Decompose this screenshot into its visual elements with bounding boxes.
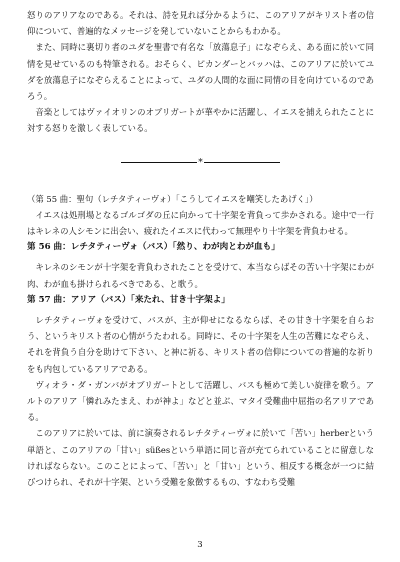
section-56-body: キレネのシモンが十字架を背負わされたことを受けて、本当ならばその苦い十字架にわが肉、わが血も掛けられるべきである、と歌う。	[27, 262, 374, 289]
separator-line-left	[121, 162, 197, 163]
section-57-paragraph-2: ヴィオラ・ダ・ガンバがオブリガートとして活躍し、バスも極めて美しい旋律を歌う。アルトのアリア「憐れみたまえ、わが神よ」などと並ぶ、マタイ受難曲中屈指の名アリアである。	[27, 379, 374, 423]
section-55-title: （第 55 曲：聖句（レチタティーヴォ）「こうしてイエスを嘲笑したあげく」）	[27, 193, 318, 204]
separator-line-right	[204, 162, 280, 163]
section-separator	[27, 157, 374, 169]
section-56-title: 第 56 曲：レチタティーヴォ（バス）「然り、わが肉とわが血も」	[27, 242, 280, 253]
section-57-paragraph-1: レチタティーヴォを受けて、バスが、主が仰せになるならば、その甘き十字架を自らおう、というキリスト者の心情がうたわれる。同時に、その十字架を人生の苦難になぞらえ、それを背負う自分を助けて下さい、と神に祈る、キリスト者の信仰についての普遍的な祈りをも内包しているアリアである。	[27, 315, 374, 374]
intro-paragraph-1: 怒りのアリアなのである。それは、詩を見れば分かるように、このアリアがキリスト者の信仰について、普遍的なメッセージを発していないことからもわかる。	[27, 10, 374, 37]
intro-paragraph-3: 音楽としてはヴァイオリンのオブリガートが華やかに活躍し、イエスを捕えられたことに対する怒りを激しく表している。	[27, 107, 374, 134]
intro-paragraph-2: また、同時に裏切り者のユダを聖書で有名な「放蕩息子」になぞらえ、ある面に於いて同情を見せているのも特筆される。おそらく、ピカンダーとバッハは、このアリアに於いてユダを放蕩息子になぞらえることによって、ユダの人間的な面に同情の目を向けているのであろう。	[27, 42, 374, 102]
separator-star-icon: *	[198, 157, 203, 168]
section-57-paragraph-3: このアリアに於いては、前に演奏されるレチタティーヴォに於いて「苦い」herberという単語と、このアリアの「甘い」süßesという単語に同じ音が充てられていることに留意しなければならない。このことによって、「苦い」と「甘い」という、相反する概念が一つに結びつけられ、それが十字架、という受難を象徴するもの、すなわち受難	[27, 428, 374, 488]
section-57-title: 第 57 曲：アリア（バス）「来たれ、甘き十字架よ」	[27, 294, 230, 305]
section-55-body: イエスは処刑場となるゴルゴダの丘に向かって十字架を背負って歩かされる。途中で一行はキレネの人シモンに出会い、疲れたイエスに代わって無理やり十字架を背負わせる。	[27, 209, 374, 237]
page-number: 3	[197, 540, 203, 550]
